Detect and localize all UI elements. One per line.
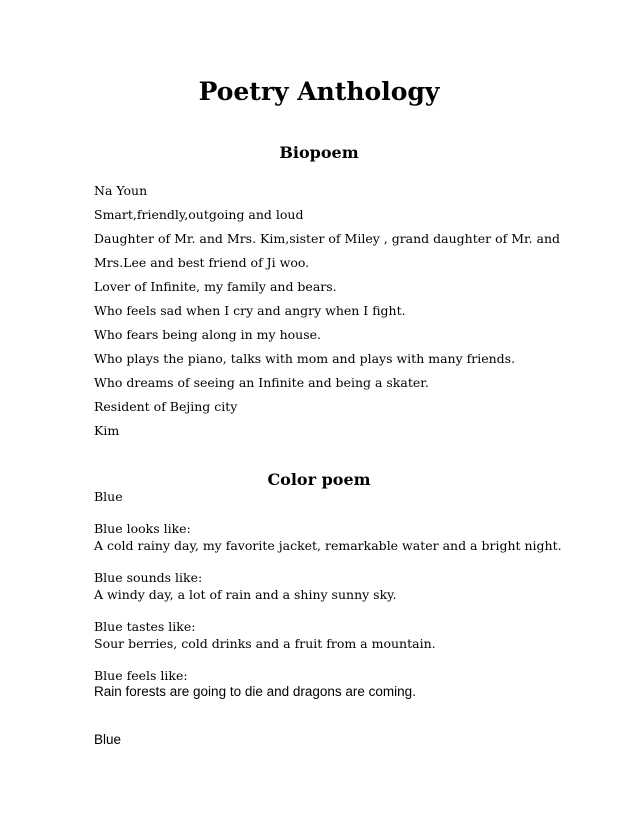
stanza-label: Blue sounds like: — [94, 570, 203, 585]
color-poem-opening: Blue — [94, 489, 123, 504]
stanza-text: Sour berries, cold drinks and a fruit from a mountain. — [94, 636, 436, 651]
stanza-text: Rain forests are going to die and dragons are coming. — [94, 684, 416, 699]
biopoem-line: Resident of Bejing city — [94, 399, 238, 414]
biopoem-line: Who plays the piano, talks with mom and plays with many friends. — [94, 351, 516, 366]
biopoem-line: Who dreams of seeing an Infinite and being a skater. — [94, 375, 429, 390]
biopoem-line: Na Youn — [94, 183, 148, 198]
biopoem-line: Lover of Infinite, my family and bears. — [94, 279, 337, 294]
biopoem-line: Who feels sad when I cry and angry when I fight. — [94, 303, 406, 318]
biopoem-line: Mrs.Lee and best friend of Ji woo. — [94, 255, 310, 270]
biopoem-line: Daughter of Mr. and Mrs. Kim,sister of Miley , grand daughter of Mr. and — [94, 231, 561, 246]
biopoem-line: Who fears being along in my house. — [94, 327, 321, 342]
stanza-text: A cold rainy day, my favorite jacket, remarkable water and a bright night. — [94, 538, 562, 553]
stanza-text: A windy day, a lot of rain and a shiny sunny sky. — [94, 587, 397, 602]
biopoem-line: Kim — [94, 423, 120, 438]
color-poem-closing: Blue — [94, 732, 122, 747]
stanza-label: Blue feels like: — [94, 668, 188, 683]
page-title: Poetry Anthology — [198, 77, 440, 106]
stanza-label: Blue tastes like: — [94, 619, 196, 634]
stanza-label: Blue looks like: — [94, 521, 191, 536]
biopoem-heading: Biopoem — [279, 143, 359, 162]
biopoem-line: Smart,friendly,outgoing and loud — [94, 207, 304, 222]
color-poem-heading: Color poem — [267, 470, 371, 489]
